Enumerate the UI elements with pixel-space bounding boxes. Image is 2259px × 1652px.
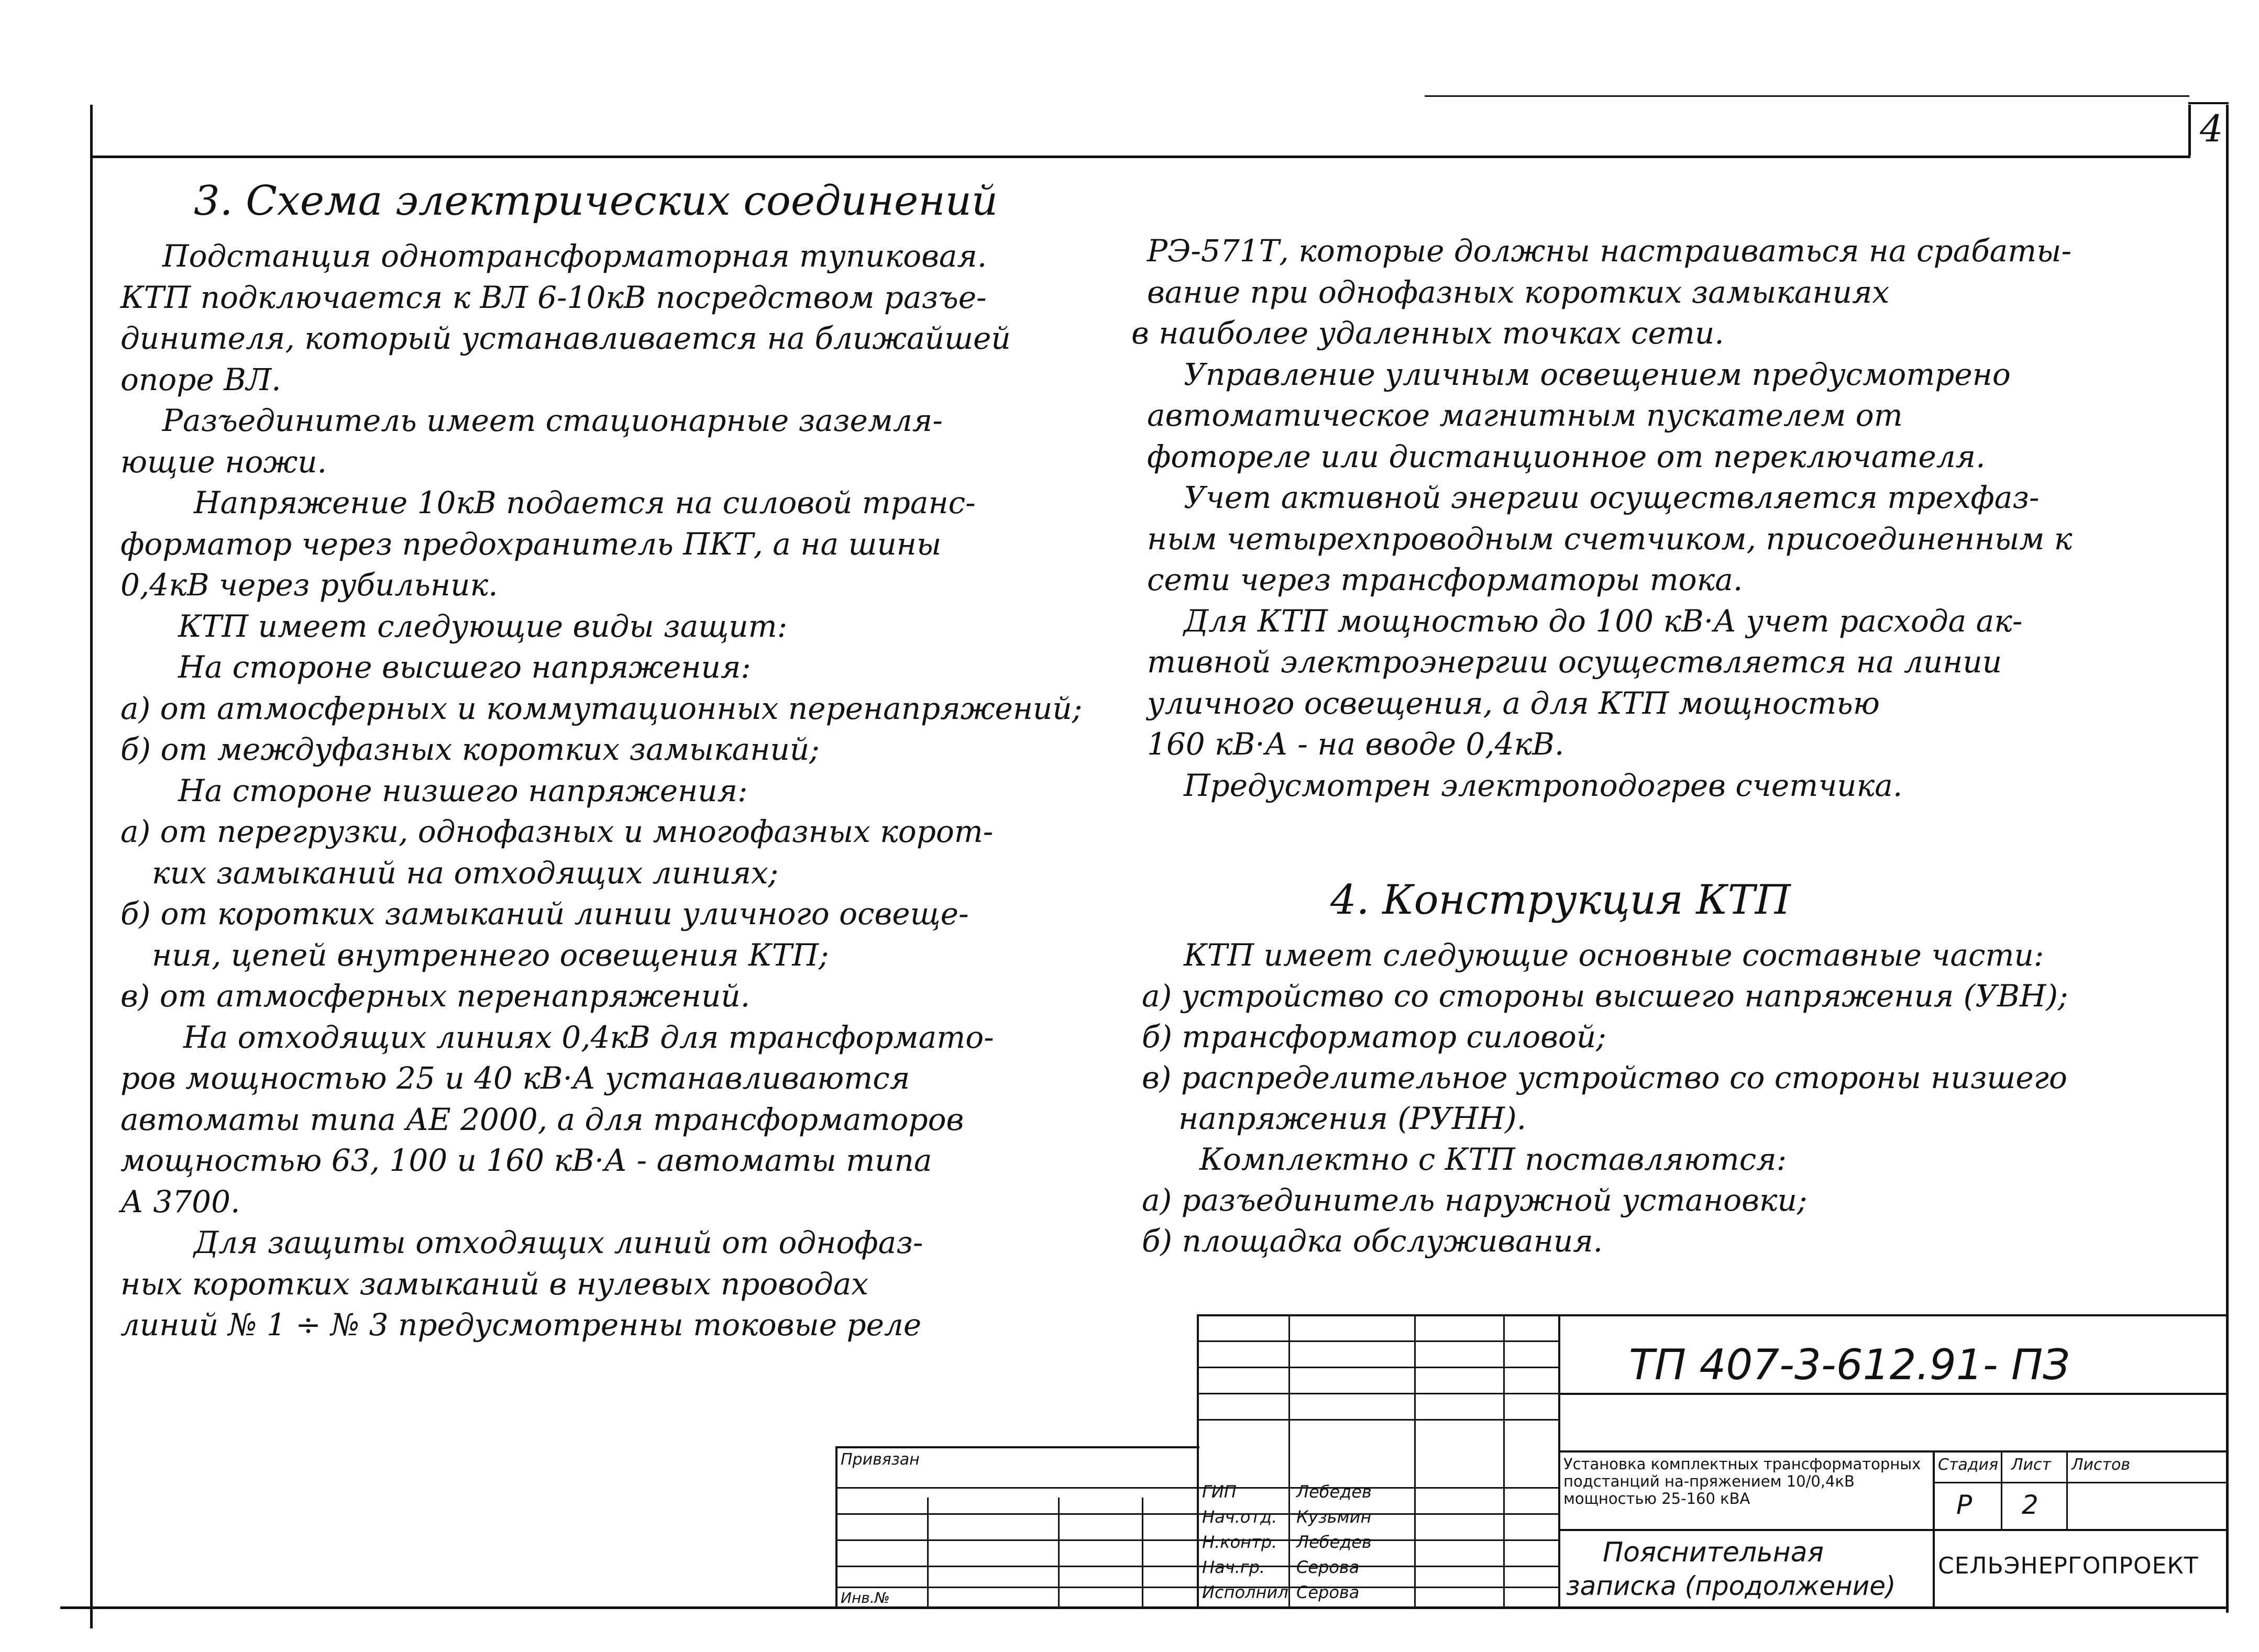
stage-label: Стадия: [1938, 1456, 1999, 1474]
tb-h4: [1197, 1419, 1558, 1421]
right-paragraph-line: б) трансформатор силовой;: [1142, 1019, 1606, 1055]
frame-topright-line: [1425, 95, 2189, 97]
tb-bv3: [1142, 1498, 1143, 1607]
tb-left-line: [1197, 1314, 1199, 1607]
right-paragraph-line: Предусмотрен электроподогрев счетчика.: [1184, 767, 1903, 803]
doc-title-line1: Пояснительная: [1603, 1537, 1824, 1568]
tb-h9: [835, 1587, 1558, 1588]
left-paragraph-line: опоре ВЛ.: [120, 361, 281, 397]
signer-name: Лебедев: [1296, 1532, 1372, 1552]
left-paragraph-line: ющие ножи.: [120, 444, 327, 480]
role-label: Нач.гр.: [1202, 1557, 1265, 1577]
tb-h7: [835, 1539, 1558, 1541]
right-paragraph-line: КТП имеет следующие основные составные части:: [1184, 937, 2044, 973]
right-paragraph-line: сети через трансформаторы тока.: [1147, 562, 1743, 597]
right-paragraph-line: РЭ-571Т, которые должны настраиваться на срабаты-: [1147, 233, 2072, 269]
tb-v1: [1288, 1314, 1290, 1607]
left-paragraph-line: б) от междуфазных коротких замыканий;: [120, 731, 820, 767]
tb-h1: [1197, 1340, 1558, 1342]
left-paragraph-line: Разъединитель имеет стационарные заземля-: [162, 403, 943, 438]
right-paragraph-line: б) площадка обслуживания.: [1142, 1223, 1603, 1259]
right-paragraph-line: фотореле или дистанционное от переключателя.: [1147, 438, 1986, 474]
left-paragraph-line: На отходящих линиях 0,4кВ для трансформато-: [183, 1019, 994, 1055]
sheet-value: 2: [2022, 1490, 2038, 1520]
left-paragraph-line: в) от атмосферных перенапряжений.: [120, 978, 751, 1014]
doc-title-line2: записка (продолжение): [1566, 1571, 1896, 1601]
sheets-label: Листов: [2071, 1456, 2131, 1474]
frame-top-line: [90, 156, 2190, 158]
left-paragraph-line: Для защиты отходящих линий от однофаз-: [194, 1225, 923, 1260]
left-paragraph-line: Подстанция однотрансформаторная тупиковая.: [162, 238, 987, 274]
binding-label: Привязан: [841, 1450, 920, 1469]
page-number: 4: [2200, 107, 2223, 150]
right-paragraph-line: 160 кВ·А - на вводе 0,4кВ.: [1147, 726, 1564, 762]
signer-name: Серова: [1296, 1557, 1360, 1577]
tb-v2: [1414, 1314, 1416, 1607]
left-paragraph-line: мощностью 63, 100 и 160 кВ·А - автоматы типа: [120, 1143, 932, 1178]
tb-h3: [1197, 1393, 1558, 1394]
organization-name: СЕЛЬЭНЕРГОПРОЕКТ: [1938, 1553, 2199, 1579]
left-paragraph-line: КТП подключается к ВЛ 6-10кВ посредством разъе-: [120, 279, 987, 315]
role-label: Исполнил: [1202, 1582, 1288, 1602]
project-description: Установка комплектных трансформаторных подстанций на-пряжением 10/0,4кВ мощностью 25-160 кВА: [1563, 1455, 1921, 1507]
tb-binding-top-line: [835, 1446, 1199, 1448]
left-paragraph-line: ких замыканий на отходящих линиях;: [152, 855, 779, 891]
tb-bv1: [927, 1498, 929, 1607]
left-paragraph-line: На стороне высшего напряжения:: [178, 649, 751, 685]
tb-v4: [1558, 1314, 1560, 1607]
left-paragraph-line: КТП имеет следующие виды защит:: [178, 608, 788, 644]
signer-name: Лебедев: [1296, 1482, 1372, 1502]
frame-right-line: [2226, 105, 2229, 1613]
left-paragraph-line: ров мощностью 25 и 40 кВ·А устанавливаются: [120, 1060, 910, 1096]
left-paragraph-line: ных коротких замыканий в нулевых проводах: [120, 1266, 868, 1302]
tb-v3: [1503, 1314, 1505, 1607]
tb-h5: [835, 1487, 1558, 1489]
right-paragraph-line: тивной электроэнергии осуществляется на линии: [1147, 644, 2002, 680]
right-paragraph-line: ным четырехпроводным счетчиком, присоединенным к: [1147, 520, 2073, 557]
left-paragraph-line: б) от коротких замыканий линии уличного освеще-: [120, 896, 969, 932]
left-paragraph-line: ния, цепей внутреннего освещения КТП;: [152, 937, 829, 973]
tb-h6: [835, 1513, 1558, 1515]
right-paragraph-line: уличного освещения, а для КТП мощностью: [1147, 685, 1880, 721]
document-code: ТП 407-3-612.91- ПЗ: [1629, 1340, 2070, 1389]
right-paragraph-line: вание при однофазных коротких замыканиях: [1147, 274, 1890, 310]
page-number-box-top: [2188, 102, 2229, 104]
tb-code-bottom: [1558, 1393, 2226, 1395]
section-3-heading: 3. Схема электрических соединений: [194, 178, 998, 225]
left-paragraph-line: а) от перегрузки, однофазных и многофазных корот-: [120, 814, 994, 849]
tb-h2: [1197, 1367, 1558, 1368]
stage-value: Р: [1956, 1490, 1973, 1520]
right-paragraph-line: в наиболее удаленных точках сети.: [1131, 315, 1724, 351]
right-paragraph-line: Комплектно с КТП поставляются:: [1199, 1141, 1787, 1177]
left-paragraph-line: а) от атмосферных и коммутационных перенапряжений;: [120, 690, 1083, 726]
signer-name: Кузьмин: [1296, 1507, 1372, 1527]
sheet-label: Лист: [2011, 1456, 2052, 1474]
role-label: ГИП: [1202, 1482, 1237, 1502]
left-paragraph-line: Напряжение 10кВ подается на силовой транс-: [194, 485, 976, 520]
tb-bv2: [1058, 1498, 1060, 1607]
tb-sheets-v: [2066, 1450, 2068, 1529]
right-paragraph-line: Для КТП мощностью до 100 кВ·А учет расхода ак-: [1184, 603, 2023, 639]
frame-left-line: [90, 105, 93, 1628]
right-paragraph-line: Учет активной энергии осуществляется трехфаз-: [1184, 480, 2040, 515]
tb-top-line: [1197, 1314, 2226, 1316]
tb-h8: [835, 1566, 1558, 1567]
tb-stage-h2: [1558, 1529, 2226, 1531]
left-paragraph-line: динителя, который устанавливается на ближайшей: [120, 320, 1011, 356]
right-paragraph-line: а) разъединитель наружной установки;: [1142, 1182, 1808, 1218]
tb-sheet-v: [2001, 1450, 2002, 1529]
left-paragraph-line: А 3700.: [120, 1183, 240, 1219]
role-label: Нач.отд.: [1202, 1507, 1277, 1527]
inventory-label: Инв.№: [841, 1589, 890, 1606]
page-number-box-left: [2188, 105, 2191, 156]
left-paragraph-line: линий № 1 ÷ № 3 предусмотренны токовые реле: [120, 1307, 922, 1343]
section-4-heading: 4. Конструкция КТП: [1330, 877, 1791, 924]
tb-binding-left-line: [835, 1446, 838, 1606]
right-paragraph-line: автоматическое магнитным пускателем от: [1147, 397, 1903, 433]
left-paragraph-line: автоматы типа АЕ 2000, а для трансформаторов: [120, 1101, 964, 1137]
right-paragraph-line: Управление уличным освещением предусмотрено: [1184, 356, 2011, 392]
tb-desc-top: [1558, 1450, 2226, 1453]
right-paragraph-line: в) распределительное устройство со стороны низшего: [1142, 1060, 2067, 1095]
signer-name: Серова: [1296, 1582, 1360, 1602]
left-paragraph-line: форматор через предохранитель ПКТ, а на шины: [120, 526, 942, 562]
right-paragraph-line: напряжения (РУНН).: [1178, 1101, 1527, 1136]
right-paragraph-line: а) устройство со стороны высшего напряжения (УВН);: [1142, 978, 2068, 1014]
tb-stage-h1: [1933, 1482, 2226, 1483]
role-label: Н.контр.: [1202, 1532, 1277, 1552]
frame-bottom-line: [60, 1606, 2229, 1609]
left-paragraph-line: На стороне низшего напряжения:: [178, 772, 748, 808]
left-paragraph-line: 0,4кВ через рубильник.: [120, 567, 498, 603]
